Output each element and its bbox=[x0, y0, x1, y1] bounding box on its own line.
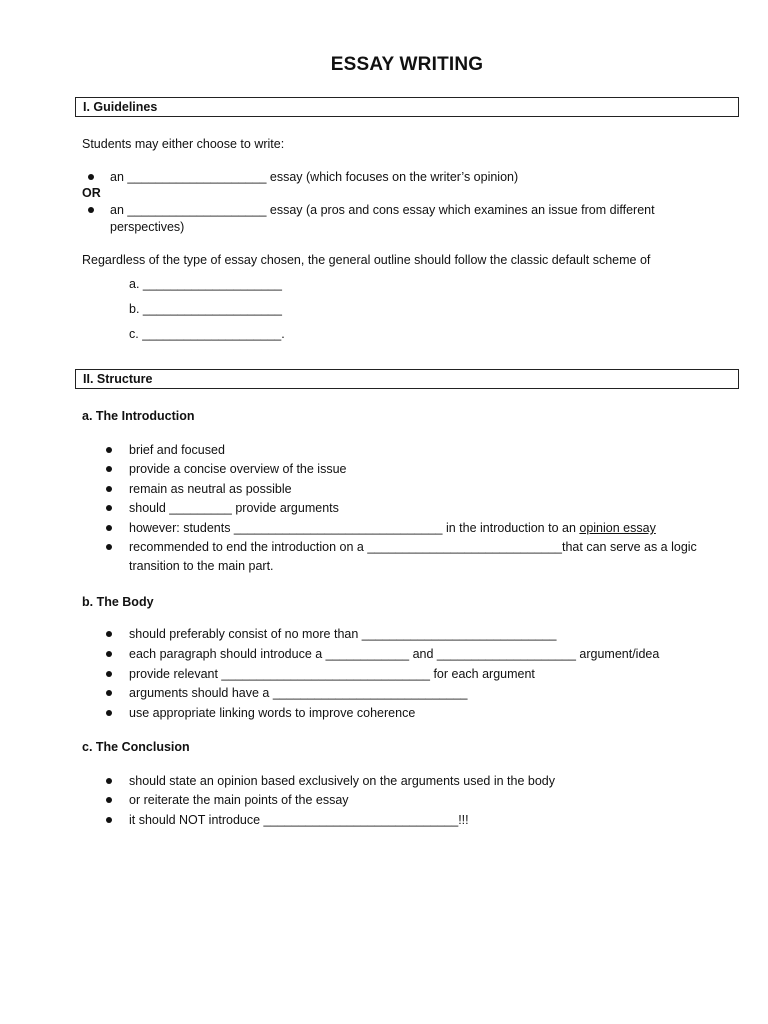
scheme-item-b: b. ____________________ bbox=[129, 302, 282, 316]
guideline-bullet-pros-cons-line1: an ____________________ essay (a pros and cons essay which examines an issue from different bbox=[110, 203, 655, 217]
opinion-essay-term: opinion essay bbox=[579, 521, 656, 535]
bullet-icon bbox=[106, 466, 112, 472]
bullet-icon bbox=[106, 525, 112, 531]
subheading-conclusion: c. The Conclusion bbox=[82, 740, 190, 754]
introduction-item-line2: transition to the main part. bbox=[129, 559, 274, 573]
subheading-introduction: a. The Introduction bbox=[82, 409, 195, 423]
conclusion-item: should state an opinion based exclusively on the arguments used in the body bbox=[129, 774, 555, 788]
bullet-icon bbox=[106, 486, 112, 492]
introduction-item: should _________ provide arguments bbox=[129, 501, 339, 515]
bullet-icon bbox=[106, 631, 112, 637]
bullet-icon bbox=[106, 651, 112, 657]
guideline-bullet-opinion: an ____________________ essay (which focuses on the writer’s opinion) bbox=[110, 170, 519, 184]
bullet-icon bbox=[88, 207, 94, 213]
guidelines-intro: Students may either choose to write: bbox=[82, 137, 285, 151]
bullet-icon bbox=[106, 710, 112, 716]
page-title: ESSAY WRITING bbox=[330, 54, 484, 75]
introduction-item: brief and focused bbox=[129, 443, 225, 457]
scheme-item-a: a. ____________________ bbox=[129, 277, 282, 291]
bullet-icon bbox=[106, 690, 112, 696]
section-heading-structure: II. Structure bbox=[75, 369, 739, 389]
body-item: provide relevant ______________________________ for each argument bbox=[129, 667, 535, 681]
body-item: each paragraph should introduce a ____________ and ____________________ argument/idea bbox=[129, 647, 660, 661]
section-heading-guidelines: I. Guidelines bbox=[75, 97, 739, 117]
body-item: use appropriate linking words to improve coherence bbox=[129, 706, 416, 720]
bullet-icon bbox=[106, 671, 112, 677]
scheme-item-c: c. ____________________. bbox=[129, 327, 285, 341]
bullet-icon bbox=[106, 817, 112, 823]
conclusion-item: or reiterate the main points of the essay bbox=[129, 793, 349, 807]
introduction-item-students bbox=[129, 520, 656, 536]
body-item: should preferably consist of no more than ____________________________ bbox=[129, 627, 557, 641]
bullet-icon bbox=[106, 544, 112, 550]
or-label: OR bbox=[82, 186, 101, 200]
introduction-item-line1: recommended to end the introduction on a ____________________________that can serve as a logic bbox=[129, 540, 697, 554]
bullet-icon bbox=[106, 797, 112, 803]
subheading-body: b. The Body bbox=[82, 595, 154, 609]
introduction-item-text: however: students ______________________________ in the introduction to an bbox=[129, 521, 580, 535]
introduction-item: remain as neutral as possible bbox=[129, 482, 292, 496]
bullet-icon bbox=[106, 505, 112, 511]
bullet-icon bbox=[106, 778, 112, 784]
guideline-bullet-pros-cons-line2: perspectives) bbox=[110, 220, 185, 234]
bullet-icon bbox=[106, 447, 112, 453]
outline-paragraph: Regardless of the type of essay chosen, the general outline should follow the classic default scheme of bbox=[82, 253, 651, 267]
bullet-icon bbox=[88, 174, 94, 180]
conclusion-item: it should NOT introduce ____________________________!!! bbox=[129, 813, 469, 827]
introduction-item: provide a concise overview of the issue bbox=[129, 462, 347, 476]
body-item: arguments should have a ____________________________ bbox=[129, 686, 468, 700]
